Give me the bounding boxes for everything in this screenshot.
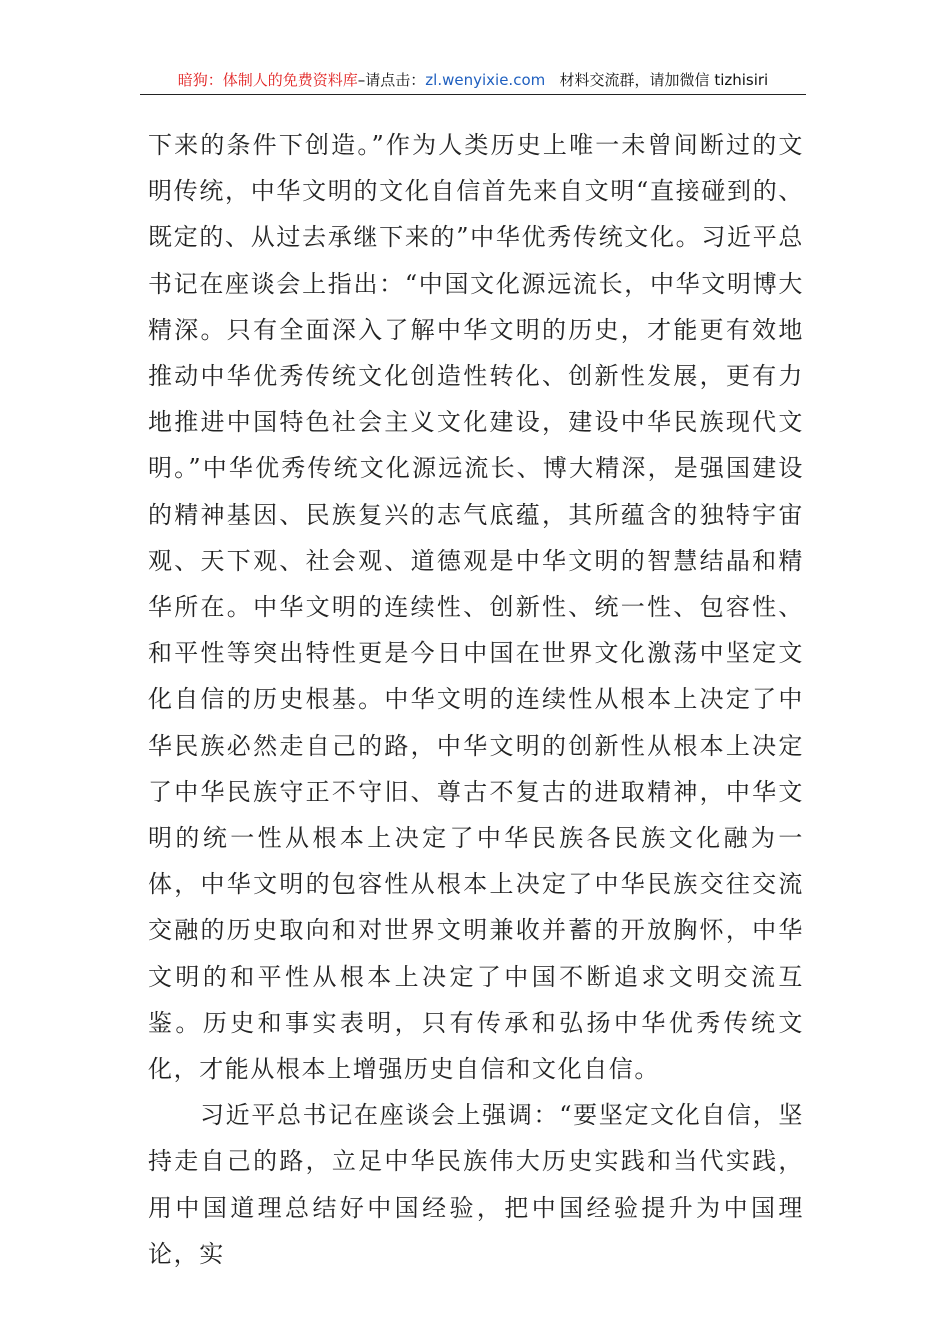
document-body [148,122,804,1277]
header-brand-label: 暗狗：体制人的免费资料库 [177,71,358,89]
body-paragraph-2: 习近平总书记在座谈会上强调：“要坚定文化自信，坚持走自己的路，立足中华民族伟大历史实践和当代实践，用中国道理总结好中国经验，把中国经验提升为中国理论，实 [148,1101,804,1268]
header-click-label: –请点击： [357,71,426,89]
body-paragraph-1: 下来的条件下创造。”作为人类历史上唯一未曾间断过的文明传统，中华文明的文化自信首先来自文明“直接碰到的、既定的、从过去承继下来的”中华优秀传统文化。习近平总书记在座谈会上指出：“中国文化源远流长，中华文明博大精深。只有全面深入了解中华文明的历史，才能更有效地推动中华优秀传统文化创造性转化、创新性发展，更有力地推进中国特色社会主义文化建设，建设中华民族现代文明。”中华优秀传统文化源远流长、博大精深，是强国建设的精神基因、民族复兴的志气底蕴，其所蕴含的独特宇宙观、天下观、社会观、道德观是中华文明的智慧结晶和精华所在。中华文明的连续性、创新性、统一性、包容性、和平性等突出特性更是今日中国在世界文化激荡中坚定文化自信的历史根基。中华文明的连续性从根本上决定了中华民族必然走自己的路，中华文明的创新性从根本上决定了中华民族守正不守旧、尊古不复古的进取精神，中华文明的统一性从根本上决定了中华民族各民族文化融为一体，中华文明的包容性从根本上决定了中华民族交往交流交融的历史取向和对世界文明兼收并蓄的开放胸怀，中华文明的和平性从根本上决定了中国不断追求文明交流互鉴。历史和事实表明，只有传承和弘扬中华优秀传统文化，才能从根本上增强历史自信和文化自信。 [148,131,804,1084]
header-site-link[interactable]: zl.wenyixie.com [425,71,546,89]
header-group-label: 材料交流群，请加微信 tizhisiri [559,71,769,89]
header-spacer [545,71,559,89]
page-header [140,66,806,95]
